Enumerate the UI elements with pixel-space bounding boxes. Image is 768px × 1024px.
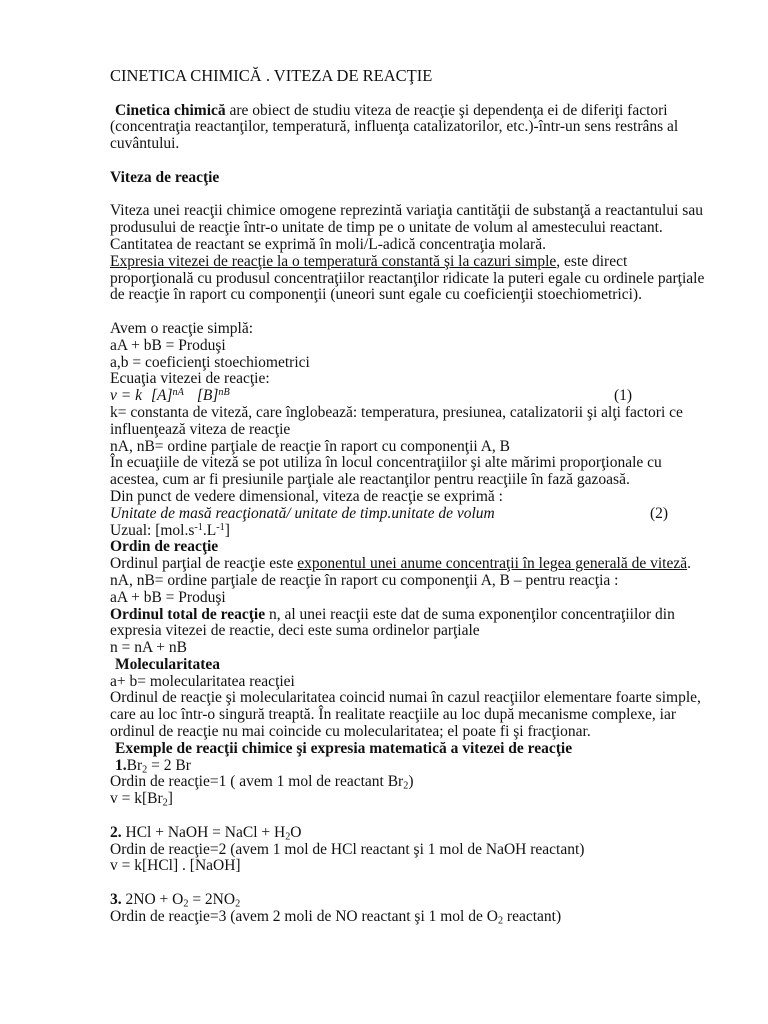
rate-definition-line: produsului de reacţie într-o unitate de timp pe o unitate de volum al amestecului reactant. xyxy=(110,219,663,237)
total-order-line xyxy=(110,607,730,624)
molecularity-note-line: ordinul de reacţie nu mai coincide cu molecularitatea; el poate fi şi fracţionar. xyxy=(110,723,591,741)
usual-units-line xyxy=(110,523,730,540)
simple-reaction-equation: aA + bB = Produşi xyxy=(110,336,226,354)
equation-text: Br xyxy=(126,756,143,774)
partial-order-definition xyxy=(110,556,730,573)
rate-expression-line xyxy=(110,254,730,271)
rate-text: ] xyxy=(167,790,173,808)
equation-text: = 2NO xyxy=(188,891,236,909)
example-3-equation xyxy=(110,892,730,909)
total-order-formula: n = nA + nB xyxy=(110,639,187,657)
intro-line: (concentraţia reactanţilor, temperatură, influenţa catalizatorilor, etc.)-într-un sens restrâns al xyxy=(110,118,679,136)
rate-equation-lhs: v = k xyxy=(110,387,142,405)
intro-text: are obiect de studiu viteza de reacţie şi dependenţa ei de diferiţi factori xyxy=(225,101,668,119)
total-order-text: n, al unei reacţii este dat de suma exponenţilor concentraţiilor din xyxy=(265,605,675,623)
rate-definition-line: Cantitatea de reactant se exprimă în moli/L-adică concentraţia molară. xyxy=(110,235,546,253)
molecularity-note-line: Ordinul de reacţie şi molecularitatea coincid numai în cazul reacţiilor elementare foarte simple, xyxy=(110,689,701,707)
definition-text: Ordinul parţial de reacţie este xyxy=(110,555,298,573)
subscript: 2 xyxy=(403,780,409,792)
total-order-line: expresia vitezei de reactie, deci este suma ordinelor parţiale xyxy=(110,622,480,640)
equation-text: HCl + NaOH = NaCl + H xyxy=(121,823,286,841)
units-exponent: -1 xyxy=(216,521,225,533)
partial-orders-line: nA, nB= ordine parţiale de reacţie în raport cu componenţii A, B – pentru reacţia : xyxy=(110,571,619,589)
document-body xyxy=(110,103,730,926)
units-text: .L xyxy=(202,521,217,539)
paragraph-spacer xyxy=(110,875,730,892)
section-heading-rate: Viteza de reacţie xyxy=(110,168,220,186)
pressures-note-line: În ecuaţiile de viteză se pot utiliza în locul concentraţiilor şi alte mărimi proporţionale cu xyxy=(110,454,662,472)
example-1-order xyxy=(110,774,730,791)
dimension-equation xyxy=(110,506,730,523)
k-definition-line: influenţează viteza de reacţie xyxy=(110,420,291,438)
concentration-b: [B] xyxy=(196,387,219,405)
subscript: 2 xyxy=(497,915,504,927)
definition-text: . xyxy=(687,555,691,573)
order-section xyxy=(110,539,730,657)
example-2-equation xyxy=(110,825,730,842)
concentration-a: [A] xyxy=(150,387,173,405)
intro-term: Cinetica chimică xyxy=(115,101,226,119)
paragraph-spacer xyxy=(110,304,730,321)
paragraph-spacer xyxy=(110,187,730,204)
example-3-order xyxy=(110,909,730,926)
equation-number: (1) xyxy=(614,387,633,405)
order-text: Ordin de reacţie=3 (avem 2 moli de NO reactant şi 1 mol de O xyxy=(110,907,498,925)
rate-text: v = k[Br xyxy=(110,790,163,808)
subscript: 2 xyxy=(183,898,189,910)
dimension-equation-text: Unitate de masă reacţionată/ unitate de timp.unitate de volum xyxy=(110,504,495,522)
partial-orders-line: nA, nB= ordine parţiale de reacţie în raport cu componenţii A, B xyxy=(110,437,510,455)
reaction-equation: aA + bB = Produşi xyxy=(110,588,226,606)
subscript: 2 xyxy=(235,898,241,910)
paragraph-spacer xyxy=(110,808,730,825)
molecularity-note-line: care au loc într-o singură treaptă. În realitate reacţiile au loc după mecanisme complexe, iar xyxy=(110,706,677,724)
examples-section xyxy=(110,741,730,926)
dimension-intro: Din punct de vedere dimensional, viteza de reacţie se exprimă : xyxy=(110,487,503,505)
section-heading-order: Ordin de reacţie xyxy=(110,538,219,556)
intro-line xyxy=(110,103,730,120)
units-text: Uzual: [mol.s xyxy=(110,521,195,539)
example-1-equation xyxy=(110,758,730,775)
rate-section xyxy=(110,170,730,540)
molecularity-definition: a+ b= molecularitatea reacţiei xyxy=(110,672,295,690)
equation-number: (2) xyxy=(650,504,669,522)
intro-line: cuvântului. xyxy=(110,135,180,153)
equation-text: 2NO + O xyxy=(121,891,184,909)
example-number: 3. xyxy=(110,891,122,909)
subscript: 2 xyxy=(162,797,168,809)
section-heading-examples: Exemple de reacţii chimice şi expresia matematică a vitezei de reacţie xyxy=(115,739,573,757)
example-2-rate: v = k[HCl] . [NaOH] xyxy=(110,857,241,875)
order-text: ) xyxy=(408,773,414,791)
rate-expression-line: de reacţie în raport cu componenţii (uneori sunt egale cu coeficienţii stoechiometrici). xyxy=(110,286,642,304)
equation-text: = 2 Br xyxy=(147,756,191,774)
subscript: 2 xyxy=(285,831,291,843)
rate-equation xyxy=(110,388,730,405)
example-1-rate xyxy=(110,791,730,808)
order-text: Ordin de reacţie=1 ( avem 1 mol de reactant Br xyxy=(110,773,404,791)
intro-paragraph xyxy=(110,103,730,153)
section-heading-molecularity: Molecularitatea xyxy=(115,655,221,673)
k-definition-line: k= constanta de viteză, care înglobează: temperatura, presiunea, catalizatorii şi alţi factori ce xyxy=(110,403,683,421)
exponent-a: nA xyxy=(172,387,184,399)
units-exponent: -1 xyxy=(194,521,203,533)
rate-expression-line: proporţională cu produsul concentraţiilor reactanţilor ridicate la puteri egale cu ordinele parţiale xyxy=(110,269,705,287)
example-number: 2. xyxy=(110,823,122,841)
equation-text: O xyxy=(290,823,302,841)
subscript: 2 xyxy=(142,763,148,775)
expression-text: , este direct xyxy=(556,252,628,270)
underlined-phrase: Expresia vitezei de reacţie la o temperatură constantă şi la cazuri simple xyxy=(110,252,557,270)
exponent-b: nB xyxy=(218,387,230,399)
molecularity-section xyxy=(110,657,730,741)
document-title: CINETICA CHIMICĂ . VITEZA DE REACŢIE xyxy=(110,66,433,85)
example-2-order: Ordin de reacţie=2 (avem 1 mol de HCl reactant şi 1 mol de NaOH reactant) xyxy=(110,840,585,858)
order-text: reactant) xyxy=(503,907,562,925)
total-order-term: Ordinul total de reacţie xyxy=(110,605,266,623)
paragraph-spacer xyxy=(110,153,730,170)
pressures-note-line: acestea, cum ar fi presiunile parţiale ale reactanţilor pentru reacţiile în fază gazoasă. xyxy=(110,471,630,489)
underlined-phrase: exponentul unei anume concentraţii în legea generală de viteză xyxy=(297,555,688,573)
simple-reaction-intro: Avem o reacţie simplă: xyxy=(110,319,254,337)
rate-equation-label: Ecuaţia vitezei de reacţie: xyxy=(110,370,270,388)
example-number: 1. xyxy=(115,756,127,774)
units-text: ] xyxy=(224,521,230,539)
coefficients-line: a,b = coeficienţi stoechiometrici xyxy=(110,353,310,371)
rate-definition-line: Viteza unei reacţii chimice omogene reprezintă variaţia cantităţii de substanţă a reactantului sau xyxy=(110,202,703,220)
